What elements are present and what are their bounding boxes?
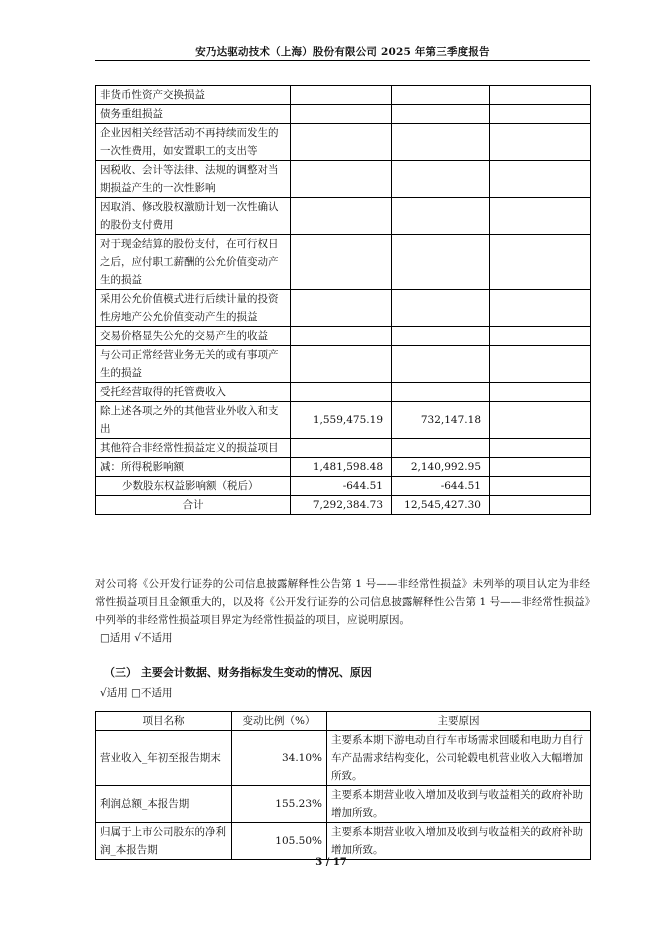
row-label: 合计 [96,496,291,515]
row-value-v2: 2,140,992.95 [392,458,490,477]
row-value-v1 [291,124,392,161]
row-value-v3 [490,290,591,327]
row-value-v2: -644.51 [392,477,490,496]
main-reason: 主要系本期下游电动自行车市场需求回暖和电助力自行车产品需求结构变化，公司轮毂电机营业收入大幅增加所致。 [327,731,591,786]
row-value-v2 [392,383,490,402]
row-value-v1 [291,86,392,105]
report-header: 安乃达驱动技术（上海）股份有限公司 2025 年第三季度报告 [195,46,490,58]
change-ratio: 34.10% [232,731,327,786]
item-name: 归属于上市公司股东的净利润_本报告期 [96,823,232,860]
row-label: 交易价格显失公允的交易产生的收益 [96,327,291,346]
changes-header-row [96,712,591,731]
table-row [96,124,591,161]
applicability-note: □适用 √不适用 [100,632,173,644]
row-label: 其他符合非经常性损益定义的损益项目 [96,439,291,458]
row-label: 采用公允价值模式进行后续计量的投资性房地产公允价值变动产生的损益 [96,290,291,327]
table-row [96,235,591,290]
table-row [96,346,591,383]
table-row [96,86,591,105]
row-label: 除上述各项之外的其他营业外收入和支出 [96,402,291,439]
page-number: 3 / 17 [315,857,347,868]
table-row [96,105,591,124]
table-row [96,731,591,786]
row-value-v3 [490,439,591,458]
header-main-reason: 主要原因 [327,712,591,731]
row-value-v2 [392,161,490,198]
row-value-v3 [490,402,591,439]
row-value-v1: 1,481,598.48 [291,458,392,477]
row-value-v3 [490,86,591,105]
row-value-v2 [392,86,490,105]
table-row [96,477,591,496]
row-value-v2 [392,290,490,327]
header-change-ratio: 变动比例（%） [232,712,327,731]
row-value-v1 [291,198,392,235]
table-row [96,402,591,439]
change-ratio: 155.23% [232,786,327,823]
row-value-v3 [490,105,591,124]
row-label: 对于现金结算的股份支付，在可行权日之后，应付职工薪酬的公允价值变动产生的损益 [96,235,291,290]
row-value-v2 [392,235,490,290]
change-ratio: 105.50% [232,823,327,860]
table-row [96,823,591,860]
row-value-v1 [291,439,392,458]
main-reason: 主要系本期营业收入增加及收到与收益相关的政府补助增加所致。 [327,786,591,823]
row-value-v3 [490,235,591,290]
table-row [96,327,591,346]
row-value-v3 [490,458,591,477]
row-value-v3 [490,346,591,383]
table-row [96,161,591,198]
table-row [96,496,591,515]
row-value-v2 [392,124,490,161]
row-value-v2 [392,327,490,346]
row-value-v1: 1,559,475.19 [291,402,392,439]
row-value-v3 [490,124,591,161]
changes-table [95,711,591,860]
section-title: （三） 主要会计数据、财务指标发生变动的情况、原因 [104,666,372,679]
row-value-v2 [392,105,490,124]
row-value-v2 [392,346,490,383]
row-value-v3 [490,327,591,346]
row-value-v3 [490,161,591,198]
row-label: 减：所得税影响额 [96,458,291,477]
section-applicability: √适用 □不适用 [100,687,173,699]
item-name: 利润总额_本报告期 [96,786,232,823]
item-name: 营业收入_年初至报告期末 [96,731,232,786]
row-value-v1 [291,105,392,124]
row-label: 因取消、修改股权激励计划一次性确认的股份支付费用 [96,198,291,235]
header-item-name: 项目名称 [96,712,232,731]
non-recurring-items-body [96,86,591,515]
row-value-v2 [392,198,490,235]
row-value-v1 [291,161,392,198]
row-value-v2 [392,439,490,458]
table-row [96,198,591,235]
row-value-v1 [291,346,392,383]
row-label: 受托经营取得的托管费收入 [96,383,291,402]
header-rule [95,60,590,61]
row-label: 企业因相关经营活动不再持续而发生的一次性费用，如安置职工的支出等 [96,124,291,161]
non-recurring-items-table [95,85,591,515]
row-value-v3 [490,496,591,515]
main-reason: 主要系本期营业收入增加及收到与收益相关的政府补助增加所致。 [327,823,591,860]
table-row [96,786,591,823]
table-row [96,439,591,458]
row-value-v2: 12,545,427.30 [392,496,490,515]
explanation-paragraph: 对公司将《公开发行证券的公司信息披露解释性公告第 1 号——非经常性损益》未列举的项目认定为非经常性损益项目且金额重大的，以及将《公开发行证券的公司信息披露解释性公告第 1 号——非经常性损益》中列举的非经常性损益项目界定为经常性损益的项目，应说明原因。 [95,578,590,626]
row-value-v2: 732,147.18 [392,402,490,439]
table-row [96,383,591,402]
table-row [96,458,591,477]
row-label: 少数股东权益影响额（税后） [96,477,291,496]
row-value-v1 [291,235,392,290]
row-value-v3 [490,198,591,235]
row-value-v1 [291,383,392,402]
row-label: 与公司正常经营业务无关的或有事项产生的损益 [96,346,291,383]
row-value-v1: 7,292,384.73 [291,496,392,515]
row-value-v3 [490,477,591,496]
row-value-v1: -644.51 [291,477,392,496]
row-label: 债务重组损益 [96,105,291,124]
row-label: 因税收、会计等法律、法规的调整对当期损益产生的一次性影响 [96,161,291,198]
changes-body [96,731,591,860]
row-value-v1 [291,290,392,327]
row-value-v3 [490,383,591,402]
table-row [96,290,591,327]
row-value-v1 [291,327,392,346]
row-label: 非货币性资产交换损益 [96,86,291,105]
